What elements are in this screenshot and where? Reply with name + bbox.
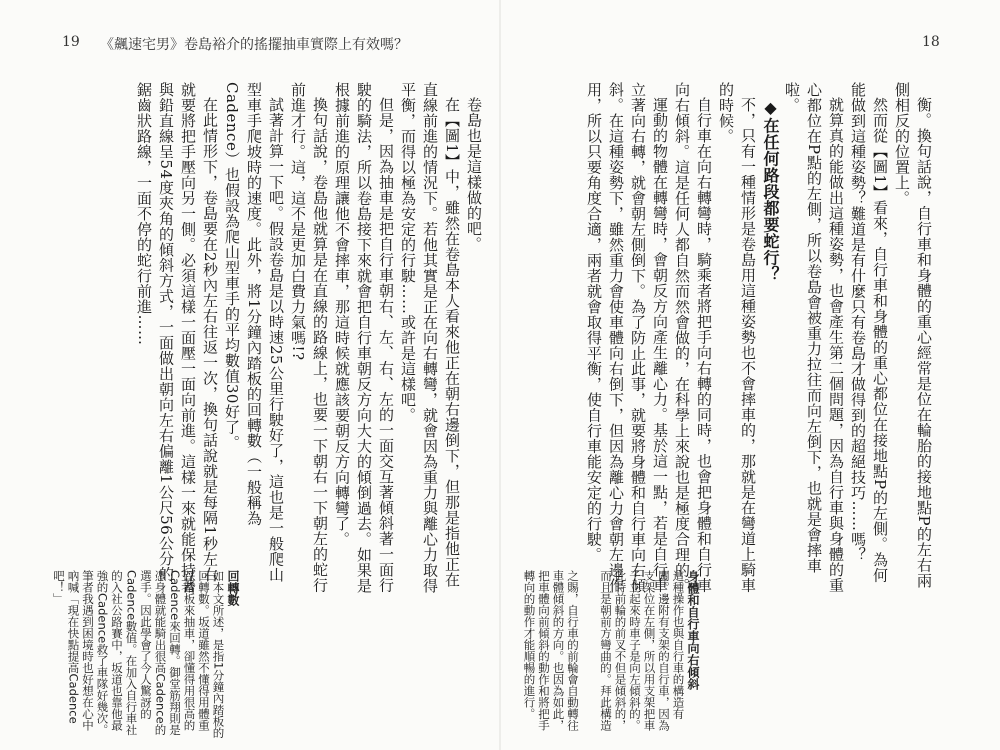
paragraph: 自行車在向右轉彎時，騎乘者將把手向右轉的同時，也會把身體和自行車向右傾斜。這是任何人都自然而然會做的，在科學上來說也是極度合理的。 xyxy=(673,82,713,594)
footnote-body-lean xyxy=(590,570,700,740)
footnote-text: 之賜，自行車的前輪會自動轉往車體傾斜的方向。也因為如此，把車體向前傾斜的動作和將把手轉向的動作才能順暢的進行。 xyxy=(522,570,580,731)
paragraph: 不，只有一種情形是卷島用這種姿勢也不會摔車的，那就是在彎道上騎車的時候。 xyxy=(717,82,757,593)
left-page-body xyxy=(135,82,485,597)
paragraph: 就算真的能做出這種姿勢，也會產生第二個問題，因為自行車與身體的重心都位在P點的左側，所以卷島會被重力拉往而向左倒下，也就是會摔車啦。 xyxy=(783,82,845,593)
paragraph: 然而從【圖1】看來，自行車和身體的重心都位在接地點P的左側。為何能做到這種姿勢？難道是有什麼只有卷島才做得到的超絕技巧……嗎？ xyxy=(849,82,889,583)
right-page-body xyxy=(570,82,935,597)
paragraph: 運動的物體在轉彎時，會朝反方向產生離心力。基於這一點，若是自行車立著向右轉，就會朝左側倒下。為了防止此事，就要將身體和自行車向右傾斜。在這種姿勢下，雖然重力會使車體向右倒下，但因為離心力會朝左邊作用，所以只要角度合適，兩者就會取得平衡，使自行車能安定的行駛。 xyxy=(585,82,669,594)
section-heading: ◆ 在任何路段都要蛇行？ xyxy=(759,82,781,597)
paragraph: 換句話說，卷島他就算是在直線的路線上，也要一下朝右一下朝左的蛇行前進才行。這，這不是更加白費力氣嗎!? xyxy=(289,82,329,593)
footnote-cadence xyxy=(52,570,240,740)
paragraph: 但是，因為抽車是把自行車朝右、左、右、左的一面交互著傾斜著一面行駛的騎法，所以卷島接下來就會把自行車朝反方向大大的傾倒過去。如果是根據前進的原理讓他不會摔車，那這時候就應該要朝反方向轉彎了。 xyxy=(333,82,395,594)
right-page-number: 18 xyxy=(922,34,940,50)
paragraph: 在此情形下，卷島要在2秒內左右往返一次，換句話說就是每隔1秒左右就要將把手壓向另一側。必須這樣一面壓一面向前進。這樣一來就能保持著與鉛直線呈54度夾角的傾斜方式，一面做出朝向左右偏離1公尺56公分的鋸齒狀路線，一面不停的蛇行前進…… xyxy=(135,82,219,594)
paragraph: 卷島也是這樣做的吧。 xyxy=(465,97,483,252)
left-page-number: 19 xyxy=(62,34,80,50)
footnote-text: 如本文所述，是指1分鐘內踏板的回轉數。坂道雖然不懂得用體重踩踏板來抽車，卻懂得用很高的Cadence來回轉。御堂筋翔則是憑身體就能騎出很高Cadence的選手。因此學會了今人驚訝的Cadence數值。在加入自行車社的入社公路賽中，坂道也靠他最強的Cadence救了車隊好幾次。筆者我遇到困境時也好想在心中吶喊「現在快點提高Cadence吧！」 xyxy=(52,570,226,739)
running-title: 《飆速宅男》卷島裕介的搖擺抽車實際上有效嗎？ xyxy=(100,37,408,53)
paragraph: 衡。換句話說，自行車和身體的重心經常是位在輪胎的接地點P的左右兩側相反的位置上。 xyxy=(893,82,933,589)
paragraph: 試著計算一下吧。假設卷島是以時速25公里行駛好了，這也是一般爬山型車手爬坡時的速度。此外，將1分鐘內踏板的回轉數（一般稱為Cadence）也假設為爬山型車手的平均數值30好了。 xyxy=(223,82,285,583)
footnote-title: 回轉數 xyxy=(226,570,240,606)
footnote-text: 這種操作也與自行車的構造有關。邊附有支架的自行車，因為支架位在左側，所以用支架把車子立起來時車子是向左傾斜的。此時前輪的前叉不但是傾斜的，而且是朝前方彎曲的。拜此構造 xyxy=(599,570,686,731)
footnote-title: 身體和自行車向右傾斜 xyxy=(686,570,700,690)
footnote-continuation xyxy=(500,570,580,740)
paragraph: 在【圖1】中，雖然在卷島本人看來他正在朝右邊倒下，但那是指他正在直線前進的情況下。若他其實是正在向右轉彎，就會因為重力與離心力取得平衡，而得以極為安定的行駛……或許是這樣吧。 xyxy=(399,82,461,594)
